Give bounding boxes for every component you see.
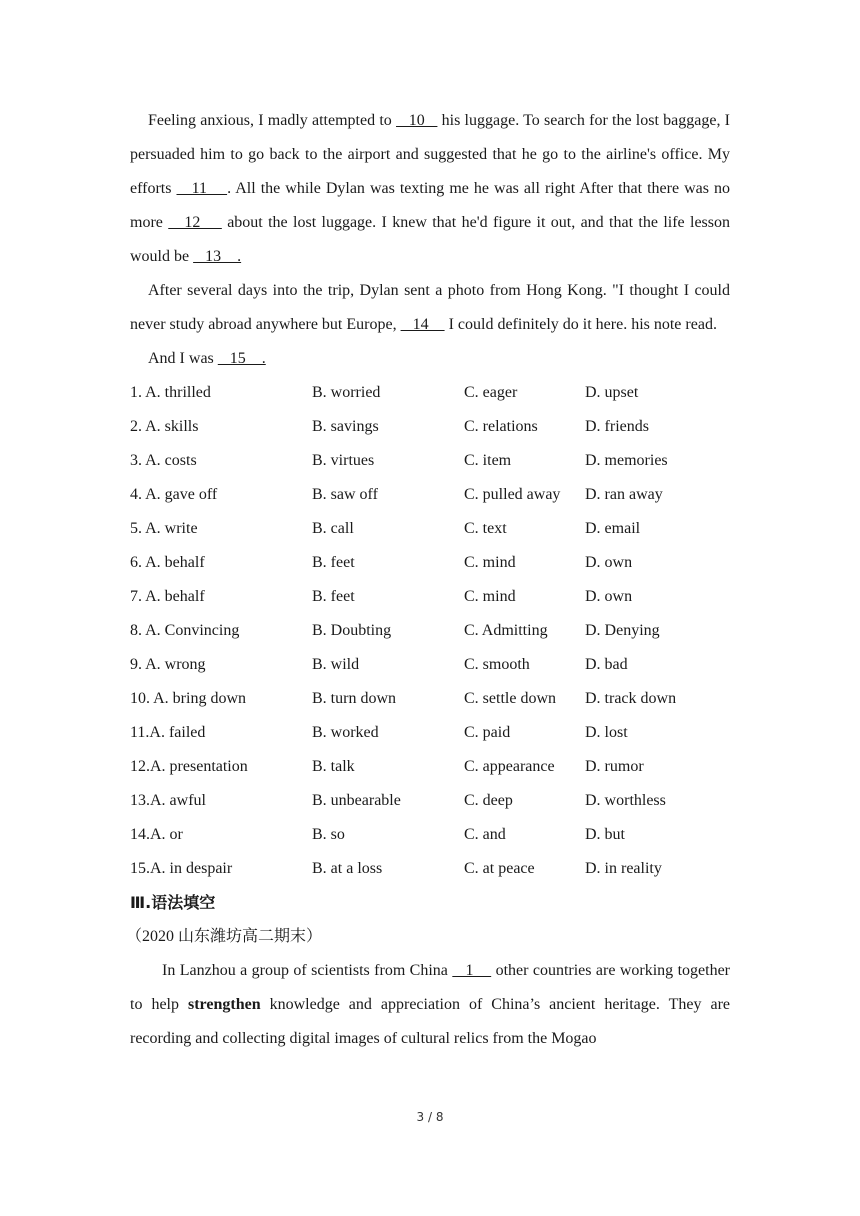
blank-14: 14 (400, 316, 445, 333)
option-d: D. email (585, 520, 641, 537)
option-d: D. ran away (585, 486, 663, 503)
option-row (130, 648, 730, 682)
option-a: 14.A. or (130, 826, 183, 843)
text-segment: knowledge and appreciation of China’s ancient heritage. They are recording and collecting digital images of cultural relics from the Mogao (130, 996, 730, 1047)
option-c: C. paid (464, 724, 511, 741)
option-row (130, 784, 730, 818)
option-d: D. lost (585, 724, 628, 741)
text-segment: about the lost luggage. I knew that he'd figure it out, and that the life lesson would be (130, 214, 731, 265)
option-b: B. feet (312, 588, 355, 605)
option-a: 1. A. thrilled (130, 384, 211, 401)
option-d: D. track down (585, 690, 677, 707)
option-c: C. appearance (464, 758, 555, 775)
blank-12: 12 (168, 214, 222, 231)
option-c: C. eager (464, 384, 518, 401)
option-d: D. worthless (585, 792, 666, 809)
option-d: D. memories (585, 452, 668, 469)
option-d: D. but (585, 826, 625, 843)
option-c: C. settle down (464, 690, 556, 707)
text-segment: In Lanzhou a group of scientists from China (162, 962, 453, 979)
source-note: （2020 山东潍坊高二期末） (126, 928, 323, 945)
option-c: C. Admitting (464, 622, 548, 639)
option-b: B. unbearable (312, 792, 401, 809)
page-content (126, 104, 731, 1056)
option-a: 9. A. wrong (130, 656, 206, 673)
text-segment: other countries are working together to help (130, 962, 731, 1013)
option-a: 10. A. bring down (130, 690, 246, 707)
option-b: B. call (312, 520, 354, 537)
option-a: 2. A. skills (130, 418, 199, 435)
option-a: 5. A. write (130, 520, 198, 537)
option-row (130, 512, 730, 546)
option-row (130, 716, 730, 750)
text-segment: his luggage. To search for the lost baggage, I persuaded him to go back to the airport and suggested that he go to the airline's office. My efforts (130, 112, 731, 197)
option-a: 4. A. gave off (130, 486, 218, 503)
option-row (130, 546, 730, 580)
option-c: C. text (464, 520, 507, 537)
option-row (130, 614, 730, 648)
bold-word: strengthen (188, 996, 261, 1013)
option-a: 7. A. behalf (130, 588, 205, 605)
section-paragraph-1 (130, 954, 730, 1056)
option-c: C. deep (464, 792, 513, 809)
section-heading: Ⅲ.语法填空 (130, 893, 216, 912)
text-segment: I could definitely do it here. his note read. (444, 316, 717, 333)
option-c: C. mind (464, 554, 516, 571)
option-row (130, 376, 730, 410)
option-c: C. mind (464, 588, 516, 605)
option-row (130, 478, 730, 512)
option-c: C. item (464, 452, 512, 469)
option-a: 6. A. behalf (130, 554, 205, 571)
option-a: 15.A. in despair (130, 860, 233, 877)
option-c: C. smooth (464, 656, 530, 673)
option-a: 12.A. presentation (130, 758, 248, 775)
option-d: D. friends (585, 418, 649, 435)
options-list (130, 376, 730, 886)
option-a: 13.A. awful (130, 792, 206, 809)
option-b: B. savings (312, 418, 379, 435)
option-a: 3. A. costs (130, 452, 197, 469)
text-segment: . All the while Dylan was texting me he was all right After that there was no more (130, 180, 731, 231)
option-c: C. pulled away (464, 486, 561, 503)
text-segment: Feeling anxious, I madly attempted to (148, 112, 397, 129)
blank-10: 10 (396, 112, 438, 129)
option-b: B. virtues (312, 452, 375, 469)
option-row (130, 750, 730, 784)
option-c: C. at peace (464, 860, 535, 877)
blank-11: 11 (176, 180, 228, 197)
blank-15: 15 . (217, 350, 266, 367)
option-d: D. in reality (585, 860, 662, 877)
page-number: 3 / 8 (416, 1110, 444, 1124)
option-d: D. upset (585, 384, 639, 401)
option-b: B. worried (312, 384, 381, 401)
option-b: B. turn down (312, 690, 396, 707)
passage-paragraph-3 (130, 342, 730, 376)
option-row (130, 410, 730, 444)
option-c: C. relations (464, 418, 538, 435)
option-b: B. worked (312, 724, 379, 741)
text-segment: After several days into the trip, Dylan sent a photo from Hong Kong. "I thought I could never study abroad anywhere but Europe, (130, 282, 730, 333)
option-d: D. rumor (585, 758, 644, 775)
option-b: B. at a loss (312, 860, 383, 877)
option-row (130, 818, 730, 852)
option-b: B. feet (312, 554, 355, 571)
option-d: D. own (585, 588, 633, 605)
option-row (130, 444, 730, 478)
option-d: D. own (585, 554, 633, 571)
option-b: B. saw off (312, 486, 378, 503)
option-b: B. wild (312, 656, 360, 673)
option-a: 11.A. failed (130, 724, 206, 741)
option-b: B. so (312, 826, 345, 843)
option-d: D. Denying (585, 622, 660, 639)
passage-paragraph-1 (130, 104, 730, 274)
option-row (130, 580, 730, 614)
blank-1: 1 (452, 962, 492, 979)
option-b: B. Doubting (312, 622, 392, 639)
option-a: 8. A. Convincing (130, 622, 240, 639)
passage-paragraph-2 (130, 274, 730, 342)
option-row (130, 682, 730, 716)
blank-13: 13 . (193, 248, 242, 265)
option-d: D. bad (585, 656, 628, 673)
option-row (130, 852, 730, 886)
text-segment: And I was (148, 350, 218, 367)
option-c: C. and (464, 826, 506, 843)
option-b: B. talk (312, 758, 355, 775)
